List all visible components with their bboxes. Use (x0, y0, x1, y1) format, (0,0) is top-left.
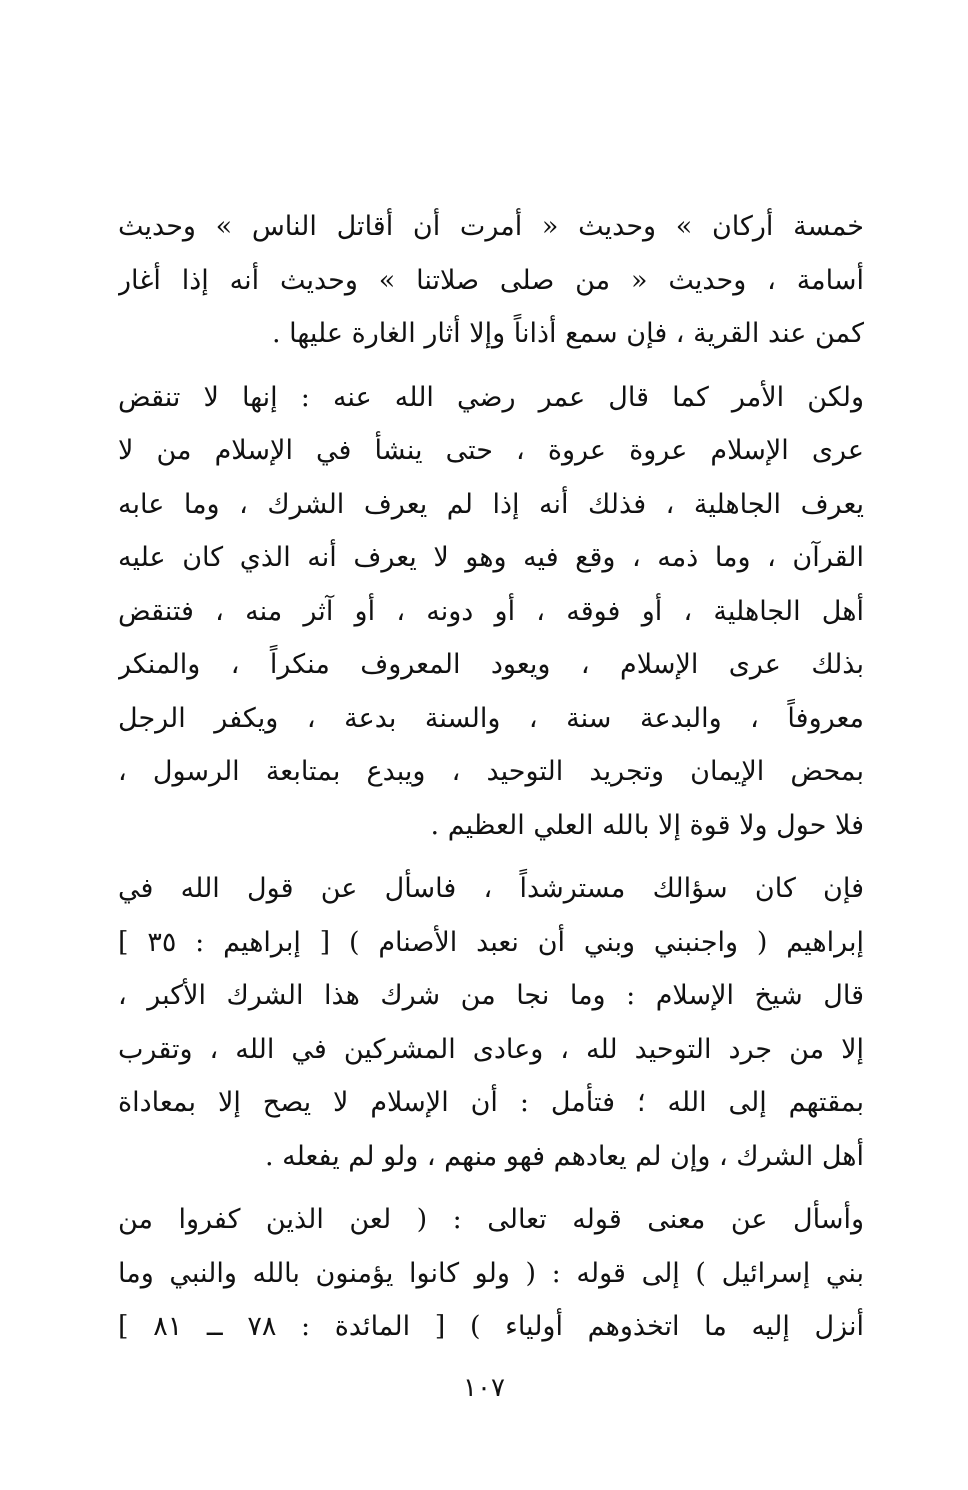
text-line: قال شيخ الإسلام : وما نجا من شرك هذا الشرك الأكبر ، (118, 980, 864, 1011)
text-line: إبراهيم ( واجنبني وبني أن نعبد الأصنام ) [ إبراهيم : ٣٥ ] (118, 926, 864, 958)
text-line: بمقتهم إلى الله ؛ فتأمل : أن الإسلام لا يصح إلا بمعاداة (118, 1087, 864, 1118)
text-line: يعرف الجاهلية ، فذلك أنه إذا لم يعرف الشرك ، وما عابه (118, 488, 864, 520)
paragraph-3 (118, 862, 864, 1183)
text-line: خمسة أركان » وحديث « أمرت أن أقاتل الناس » وحديث (118, 211, 864, 242)
paragraph-1 (118, 200, 864, 361)
text-line: بمحض الإيمان وتجريد التوحيد ، ويبدع بمتابعة الرسول ، (118, 756, 864, 787)
paragraph-spacer (118, 1183, 864, 1193)
text-line: بني إسرائيل ) إلى قوله : ( ولو كانوا يؤمنون بالله والنبي وما (118, 1257, 864, 1289)
text-line: معروفاً ، والبدعة سنة ، والسنة بدعة ، ويكفر الرجل (118, 702, 864, 734)
body-text (118, 200, 864, 1354)
text-line: أنزل إليه ما اتخذوهم أولياء ) [ المائدة : ٧٨ ــ ٨١ ] (118, 1311, 864, 1342)
text-line: أهل الجاهلية ، أو فوقه ، أو دونه ، أو آثر منه ، فتنقض (118, 595, 864, 627)
text-line: أسامة ، وحديث « من صلى صلاتنا » وحديث أنه إذا أغار (118, 264, 864, 296)
text-line: القرآن ، وما ذمه ، وقع فيه وهو لا يعرف أنه الذي كان عليه (118, 542, 864, 573)
page-number: ١٠٧ (463, 1373, 505, 1403)
text-line: أهل الشرك ، وإن لم يعادهم فهو منهم ، ولو لم يفعله . (264, 1140, 864, 1172)
text-line: عرى الإسلام عروة عروة ، حتى ينشأ في الإسلام من لا (118, 435, 864, 466)
paragraph-spacer (118, 361, 864, 371)
text-line: ولكن الأمر كما قال عمر رضي الله عنه : إنها لا تنقض (118, 381, 864, 413)
text-line: فلا حول ولا قوة إلا بالله العلي العظيم . (430, 809, 864, 841)
paragraph-4 (118, 1193, 864, 1354)
text-line: فإن كان سؤالك مسترشداً ، فاسأل عن قول الله في (118, 873, 864, 904)
paragraph-2 (118, 371, 864, 853)
text-line: إلا من جرد التوحيد لله ، وعادى المشركين في الله ، وتقرب (118, 1033, 864, 1065)
text-line: بذلك عرى الإسلام ، ويعود المعروف منكراً ، والمنكر (118, 649, 864, 680)
paragraph-spacer (118, 852, 864, 862)
text-line: وأسأل عن معنى قوله تعالى : ( لعن الذين كفروا من (118, 1204, 864, 1235)
text-line: كمن عند القرية ، فإن سمع أذاناً وإلا أثار الغارة عليها . (271, 318, 864, 349)
